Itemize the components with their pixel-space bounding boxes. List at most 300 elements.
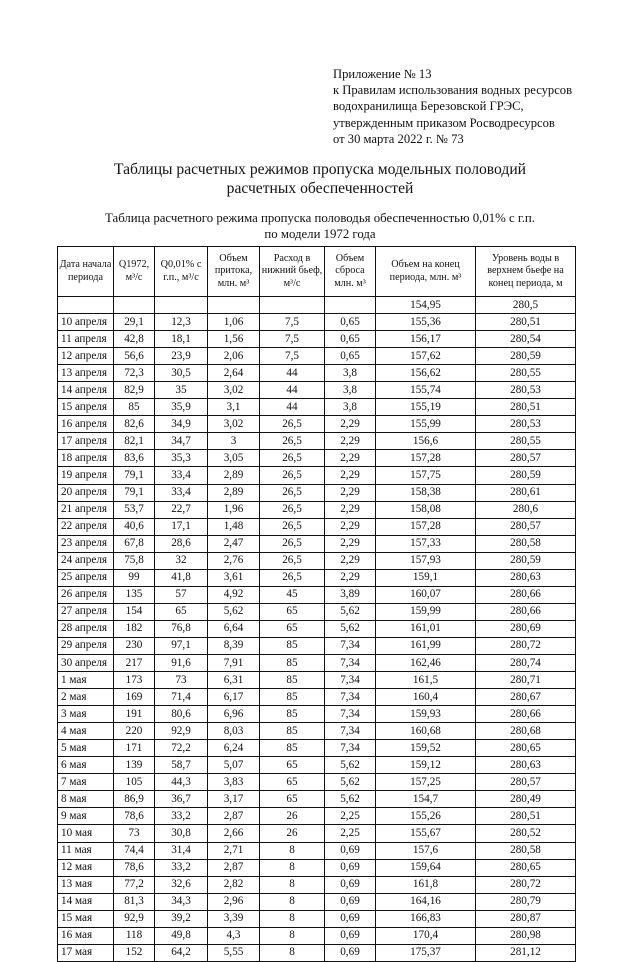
cell-discharge: 0,69 xyxy=(325,910,376,927)
cell-inflow: 1,56 xyxy=(208,331,260,348)
cell-q001: 30,5 xyxy=(155,365,208,382)
cell-q1972: 81,3 xyxy=(114,893,155,910)
table-row xyxy=(58,382,576,399)
cell-volume-end: 157,28 xyxy=(376,518,476,535)
table-title xyxy=(0,211,640,242)
cell-q1972 xyxy=(114,297,155,314)
cell-level-end: 280,52 xyxy=(476,825,576,842)
cell-q1972: 72,3 xyxy=(114,365,155,382)
cell-level-end: 280,58 xyxy=(476,842,576,859)
cell-date: 18 апреля xyxy=(58,450,114,467)
table-row xyxy=(58,314,576,331)
cell-date xyxy=(58,297,114,314)
cell-q1972: 53,7 xyxy=(114,501,155,518)
cell-tailwater: 85 xyxy=(260,723,325,740)
cell-date: 16 мая xyxy=(58,927,114,944)
cell-discharge: 2,29 xyxy=(325,569,376,586)
cell-q001: 65 xyxy=(155,603,208,620)
cell-discharge: 2,29 xyxy=(325,484,376,501)
cell-q1972: 105 xyxy=(114,774,155,791)
cell-tailwater: 26,5 xyxy=(260,501,325,518)
table-row xyxy=(58,808,576,825)
cell-q001: 80,6 xyxy=(155,706,208,723)
cell-level-end: 280,79 xyxy=(476,893,576,910)
cell-q001: 34,7 xyxy=(155,433,208,450)
table-row xyxy=(58,825,576,842)
cell-discharge: 2,29 xyxy=(325,552,376,569)
cell-date: 1 мая xyxy=(58,672,114,689)
header-volume-end: Объем на конец периода, млн. м³ xyxy=(376,247,476,297)
cell-volume-end: 161,5 xyxy=(376,672,476,689)
table-row xyxy=(58,603,576,620)
cell-q001: 35,9 xyxy=(155,399,208,416)
table-body xyxy=(58,297,576,962)
table-row xyxy=(58,501,576,518)
cell-level-end: 280,57 xyxy=(476,774,576,791)
cell-tailwater: 44 xyxy=(260,382,325,399)
table-row xyxy=(58,552,576,569)
cell-level-end: 280,69 xyxy=(476,620,576,637)
cell-discharge: 3,8 xyxy=(325,399,376,416)
appendix-number: Приложение № 13 xyxy=(333,67,432,81)
cell-level-end: 280,55 xyxy=(476,365,576,382)
table-row xyxy=(58,723,576,740)
cell-tailwater: 8 xyxy=(260,842,325,859)
cell-inflow: 2,06 xyxy=(208,348,260,365)
cell-tailwater xyxy=(260,297,325,314)
cell-q001: 39,2 xyxy=(155,910,208,927)
cell-level-end: 280,66 xyxy=(476,603,576,620)
appendix-header xyxy=(333,66,572,147)
cell-q001: 31,4 xyxy=(155,842,208,859)
cell-date: 9 мая xyxy=(58,808,114,825)
cell-tailwater: 44 xyxy=(260,399,325,416)
cell-date: 24 апреля xyxy=(58,552,114,569)
header-date: Дата начала периода xyxy=(58,247,114,297)
table-row xyxy=(58,586,576,603)
cell-q1972: 220 xyxy=(114,723,155,740)
cell-q001: 44,3 xyxy=(155,774,208,791)
cell-tailwater: 8 xyxy=(260,859,325,876)
cell-discharge: 0,69 xyxy=(325,927,376,944)
table-row xyxy=(58,654,576,671)
cell-inflow: 6,64 xyxy=(208,620,260,637)
table-row xyxy=(58,348,576,365)
cell-volume-end: 159,93 xyxy=(376,706,476,723)
table-title-line-1: Таблица расчетного режима пропуска половодья обеспеченностью 0,01% с г.п. xyxy=(105,211,535,225)
cell-inflow: 1,96 xyxy=(208,501,260,518)
cell-q1972: 78,6 xyxy=(114,808,155,825)
cell-inflow: 6,17 xyxy=(208,689,260,706)
cell-inflow: 2,71 xyxy=(208,842,260,859)
cell-tailwater: 26,5 xyxy=(260,552,325,569)
cell-date: 8 мая xyxy=(58,791,114,808)
cell-q001: 34,3 xyxy=(155,893,208,910)
cell-discharge xyxy=(325,297,376,314)
table-row xyxy=(58,297,576,314)
cell-q1972: 152 xyxy=(114,944,155,961)
cell-discharge: 2,29 xyxy=(325,467,376,484)
cell-volume-end: 166,83 xyxy=(376,910,476,927)
cell-q1972: 86,9 xyxy=(114,791,155,808)
cell-date: 17 апреля xyxy=(58,433,114,450)
header-q1972: Q1972, м³/с xyxy=(114,247,155,297)
table-row xyxy=(58,893,576,910)
cell-q1972: 173 xyxy=(114,672,155,689)
cell-inflow: 3,02 xyxy=(208,416,260,433)
cell-volume-end: 155,19 xyxy=(376,399,476,416)
appendix-rules: к Правилам использования водных ресурсов xyxy=(333,83,573,98)
cell-discharge: 0,69 xyxy=(325,893,376,910)
cell-tailwater: 26,5 xyxy=(260,433,325,450)
cell-inflow xyxy=(208,297,260,314)
cell-inflow: 2,87 xyxy=(208,808,260,825)
cell-discharge: 3,8 xyxy=(325,365,376,382)
cell-level-end: 280,57 xyxy=(476,450,576,467)
cell-date: 15 апреля xyxy=(58,399,114,416)
table-row xyxy=(58,399,576,416)
cell-date: 4 мая xyxy=(58,723,114,740)
cell-volume-end: 155,74 xyxy=(376,382,476,399)
cell-q001: 58,7 xyxy=(155,757,208,774)
cell-q1972: 191 xyxy=(114,706,155,723)
cell-volume-end: 157,75 xyxy=(376,467,476,484)
cell-tailwater: 26,5 xyxy=(260,569,325,586)
cell-level-end: 280,98 xyxy=(476,927,576,944)
cell-volume-end: 160,4 xyxy=(376,689,476,706)
cell-discharge: 0,69 xyxy=(325,876,376,893)
cell-level-end: 280,63 xyxy=(476,757,576,774)
cell-tailwater: 26 xyxy=(260,808,325,825)
cell-date: 19 апреля xyxy=(58,467,114,484)
cell-tailwater: 65 xyxy=(260,791,325,808)
cell-volume-end: 157,62 xyxy=(376,348,476,365)
cell-tailwater: 26,5 xyxy=(260,484,325,501)
cell-discharge: 5,62 xyxy=(325,791,376,808)
table-row xyxy=(58,569,576,586)
cell-discharge: 2,25 xyxy=(325,808,376,825)
cell-level-end: 280,58 xyxy=(476,535,576,552)
cell-volume-end: 161,99 xyxy=(376,637,476,654)
appendix-reservoir: водохранилища Березовской ГРЭС, xyxy=(333,99,524,114)
cell-discharge: 2,29 xyxy=(325,433,376,450)
cell-volume-end: 158,38 xyxy=(376,484,476,501)
table-row xyxy=(58,450,576,467)
cell-date: 28 апреля xyxy=(58,620,114,637)
cell-q1972: 169 xyxy=(114,689,155,706)
cell-level-end: 280,51 xyxy=(476,399,576,416)
cell-inflow: 7,91 xyxy=(208,654,260,671)
cell-volume-end: 155,99 xyxy=(376,416,476,433)
table-row xyxy=(58,740,576,757)
cell-q001: 35 xyxy=(155,382,208,399)
cell-level-end: 281,12 xyxy=(476,944,576,961)
cell-level-end: 280,72 xyxy=(476,637,576,654)
cell-date: 11 мая xyxy=(58,842,114,859)
table-row xyxy=(58,484,576,501)
cell-date: 10 апреля xyxy=(58,314,114,331)
cell-volume-end: 157,28 xyxy=(376,450,476,467)
cell-discharge: 2,29 xyxy=(325,535,376,552)
appendix-order-date: от 30 марта 2022 г. № 73 xyxy=(333,131,464,146)
cell-inflow: 2,82 xyxy=(208,876,260,893)
cell-volume-end: 159,1 xyxy=(376,569,476,586)
cell-q001: 76,8 xyxy=(155,620,208,637)
cell-inflow: 3,1 xyxy=(208,399,260,416)
cell-date: 20 апреля xyxy=(58,484,114,501)
cell-volume-end: 156,17 xyxy=(376,331,476,348)
table-row xyxy=(58,620,576,637)
cell-q001: 73 xyxy=(155,672,208,689)
cell-q001: 41,8 xyxy=(155,569,208,586)
cell-inflow: 8,03 xyxy=(208,723,260,740)
cell-q001: 72,2 xyxy=(155,740,208,757)
cell-volume-end: 170,4 xyxy=(376,927,476,944)
cell-date: 22 апреля xyxy=(58,518,114,535)
cell-q001 xyxy=(155,297,208,314)
cell-level-end: 280,66 xyxy=(476,706,576,723)
cell-q1972: 67,8 xyxy=(114,535,155,552)
cell-inflow: 5,07 xyxy=(208,757,260,774)
cell-q1972: 42,8 xyxy=(114,331,155,348)
cell-q1972: 78,6 xyxy=(114,859,155,876)
header-inflow-volume: Объем притока, млн. м³ xyxy=(208,247,260,297)
cell-inflow: 2,89 xyxy=(208,484,260,501)
table-row xyxy=(58,672,576,689)
cell-discharge: 7,34 xyxy=(325,706,376,723)
cell-inflow: 4,92 xyxy=(208,586,260,603)
cell-inflow: 5,62 xyxy=(208,603,260,620)
cell-tailwater: 8 xyxy=(260,927,325,944)
cell-inflow: 2,76 xyxy=(208,552,260,569)
cell-inflow: 3,02 xyxy=(208,382,260,399)
cell-q1972: 79,1 xyxy=(114,467,155,484)
cell-volume-end: 159,52 xyxy=(376,740,476,757)
cell-volume-end: 156,6 xyxy=(376,433,476,450)
cell-q001: 64,2 xyxy=(155,944,208,961)
cell-q001: 18,1 xyxy=(155,331,208,348)
cell-q001: 49,8 xyxy=(155,927,208,944)
cell-inflow: 3,61 xyxy=(208,569,260,586)
cell-level-end: 280,72 xyxy=(476,876,576,893)
cell-date: 21 апреля xyxy=(58,501,114,518)
cell-q1972: 230 xyxy=(114,637,155,654)
cell-q1972: 40,6 xyxy=(114,518,155,535)
cell-volume-end: 161,8 xyxy=(376,876,476,893)
cell-inflow: 2,96 xyxy=(208,893,260,910)
cell-discharge: 5,62 xyxy=(325,774,376,791)
cell-inflow: 3 xyxy=(208,433,260,450)
cell-inflow: 2,89 xyxy=(208,467,260,484)
cell-volume-end: 164,16 xyxy=(376,893,476,910)
document-title-line-1: Таблицы расчетных режимов пропуска модельных половодий xyxy=(113,161,527,178)
document-title-line-2: расчетных обеспеченностей xyxy=(226,180,414,197)
cell-q1972: 82,6 xyxy=(114,416,155,433)
cell-tailwater: 7,5 xyxy=(260,348,325,365)
cell-discharge: 3,8 xyxy=(325,382,376,399)
cell-tailwater: 26,5 xyxy=(260,518,325,535)
cell-level-end: 280,49 xyxy=(476,791,576,808)
table-row xyxy=(58,331,576,348)
cell-tailwater: 65 xyxy=(260,603,325,620)
cell-date: 14 апреля xyxy=(58,382,114,399)
cell-q001: 57 xyxy=(155,586,208,603)
cell-level-end: 280,66 xyxy=(476,586,576,603)
cell-tailwater: 8 xyxy=(260,876,325,893)
cell-q001: 12,3 xyxy=(155,314,208,331)
cell-q001: 92,9 xyxy=(155,723,208,740)
table-row xyxy=(58,535,576,552)
cell-level-end: 280,57 xyxy=(476,518,576,535)
cell-tailwater: 8 xyxy=(260,944,325,961)
cell-discharge: 7,34 xyxy=(325,689,376,706)
cell-level-end: 280,59 xyxy=(476,552,576,569)
cell-date: 11 апреля xyxy=(58,331,114,348)
cell-q1972: 182 xyxy=(114,620,155,637)
cell-q001: 36,7 xyxy=(155,791,208,808)
cell-tailwater: 85 xyxy=(260,740,325,757)
cell-level-end: 280,54 xyxy=(476,331,576,348)
cell-q001: 17,1 xyxy=(155,518,208,535)
cell-tailwater: 85 xyxy=(260,689,325,706)
cell-date: 7 мая xyxy=(58,774,114,791)
cell-date: 2 мая xyxy=(58,689,114,706)
cell-discharge: 2,29 xyxy=(325,416,376,433)
cell-date: 5 мая xyxy=(58,740,114,757)
cell-inflow: 3,39 xyxy=(208,910,260,927)
table-row xyxy=(58,859,576,876)
cell-volume-end: 154,7 xyxy=(376,791,476,808)
cell-date: 15 мая xyxy=(58,910,114,927)
cell-discharge: 0,65 xyxy=(325,348,376,365)
cell-discharge: 0,69 xyxy=(325,859,376,876)
cell-q001: 71,4 xyxy=(155,689,208,706)
cell-volume-end: 154,95 xyxy=(376,297,476,314)
cell-date: 16 апреля xyxy=(58,416,114,433)
cell-discharge: 0,69 xyxy=(325,944,376,961)
cell-discharge: 7,34 xyxy=(325,740,376,757)
cell-volume-end: 159,99 xyxy=(376,603,476,620)
cell-volume-end: 161,01 xyxy=(376,620,476,637)
cell-level-end: 280,53 xyxy=(476,416,576,433)
cell-level-end: 280,71 xyxy=(476,672,576,689)
header-tailwater-flow: Расход в нижний бьеф, м³/с xyxy=(260,247,325,297)
cell-inflow: 3,83 xyxy=(208,774,260,791)
cell-date: 27 апреля xyxy=(58,603,114,620)
cell-inflow: 2,87 xyxy=(208,859,260,876)
table-row xyxy=(58,791,576,808)
cell-volume-end: 157,93 xyxy=(376,552,476,569)
cell-discharge: 2,29 xyxy=(325,450,376,467)
cell-volume-end: 157,25 xyxy=(376,774,476,791)
cell-level-end: 280,55 xyxy=(476,433,576,450)
cell-inflow: 2,64 xyxy=(208,365,260,382)
cell-q1972: 154 xyxy=(114,603,155,620)
table-row xyxy=(58,467,576,484)
cell-level-end: 280,68 xyxy=(476,723,576,740)
cell-date: 26 апреля xyxy=(58,586,114,603)
cell-level-end: 280,65 xyxy=(476,740,576,757)
cell-discharge: 7,34 xyxy=(325,637,376,654)
cell-q001: 30,8 xyxy=(155,825,208,842)
cell-q1972: 99 xyxy=(114,569,155,586)
cell-q1972: 73 xyxy=(114,825,155,842)
cell-q001: 91,6 xyxy=(155,654,208,671)
cell-q001: 33,2 xyxy=(155,859,208,876)
cell-discharge: 5,62 xyxy=(325,603,376,620)
table-header-row xyxy=(58,247,576,297)
cell-volume-end: 159,12 xyxy=(376,757,476,774)
table-title-line-2: по модели 1972 года xyxy=(264,226,376,241)
cell-date: 30 апреля xyxy=(58,654,114,671)
cell-q1972: 83,6 xyxy=(114,450,155,467)
cell-discharge: 2,29 xyxy=(325,501,376,518)
cell-discharge: 0,69 xyxy=(325,842,376,859)
header-discharge-volume: Объем сброса млн. м³ xyxy=(325,247,376,297)
cell-volume-end: 155,36 xyxy=(376,314,476,331)
cell-q1972: 85 xyxy=(114,399,155,416)
appendix-approval: утвержденным приказом Росводресурсов xyxy=(333,115,555,130)
cell-q1972: 56,6 xyxy=(114,348,155,365)
table-row xyxy=(58,842,576,859)
cell-q001: 33,4 xyxy=(155,484,208,501)
table-row xyxy=(58,876,576,893)
table-row xyxy=(58,757,576,774)
cell-level-end: 280,6 xyxy=(476,501,576,518)
cell-tailwater: 8 xyxy=(260,893,325,910)
table-row xyxy=(58,774,576,791)
cell-tailwater: 65 xyxy=(260,620,325,637)
cell-level-end: 280,53 xyxy=(476,382,576,399)
cell-inflow: 6,96 xyxy=(208,706,260,723)
cell-discharge: 3,89 xyxy=(325,586,376,603)
cell-discharge: 2,29 xyxy=(325,518,376,535)
cell-level-end: 280,87 xyxy=(476,910,576,927)
cell-inflow: 3,05 xyxy=(208,450,260,467)
cell-level-end: 280,59 xyxy=(476,348,576,365)
cell-date: 3 мая xyxy=(58,706,114,723)
cell-q001: 33,4 xyxy=(155,467,208,484)
flood-regime-table xyxy=(57,246,576,962)
cell-tailwater: 26,5 xyxy=(260,467,325,484)
cell-q1972: 75,8 xyxy=(114,552,155,569)
header-q001: Q0,01% с г.п., м³/с xyxy=(155,247,208,297)
cell-level-end: 280,61 xyxy=(476,484,576,501)
cell-tailwater: 45 xyxy=(260,586,325,603)
cell-volume-end: 155,26 xyxy=(376,808,476,825)
cell-discharge: 7,34 xyxy=(325,654,376,671)
cell-date: 23 апреля xyxy=(58,535,114,552)
cell-volume-end: 159,64 xyxy=(376,859,476,876)
cell-q001: 32 xyxy=(155,552,208,569)
cell-q1972: 171 xyxy=(114,740,155,757)
cell-q1972: 77,2 xyxy=(114,876,155,893)
cell-level-end: 280,5 xyxy=(476,297,576,314)
cell-date: 13 апреля xyxy=(58,365,114,382)
header-level-end: Уровень воды в верхнем бьефе на конец периода, м xyxy=(476,247,576,297)
cell-tailwater: 26,5 xyxy=(260,416,325,433)
cell-q1972: 217 xyxy=(114,654,155,671)
cell-tailwater: 26,5 xyxy=(260,535,325,552)
cell-volume-end: 155,67 xyxy=(376,825,476,842)
cell-volume-end: 158,08 xyxy=(376,501,476,518)
cell-discharge: 0,65 xyxy=(325,314,376,331)
table-row xyxy=(58,365,576,382)
cell-inflow: 6,31 xyxy=(208,672,260,689)
cell-tailwater: 85 xyxy=(260,654,325,671)
cell-tailwater: 7,5 xyxy=(260,331,325,348)
cell-q001: 23,9 xyxy=(155,348,208,365)
